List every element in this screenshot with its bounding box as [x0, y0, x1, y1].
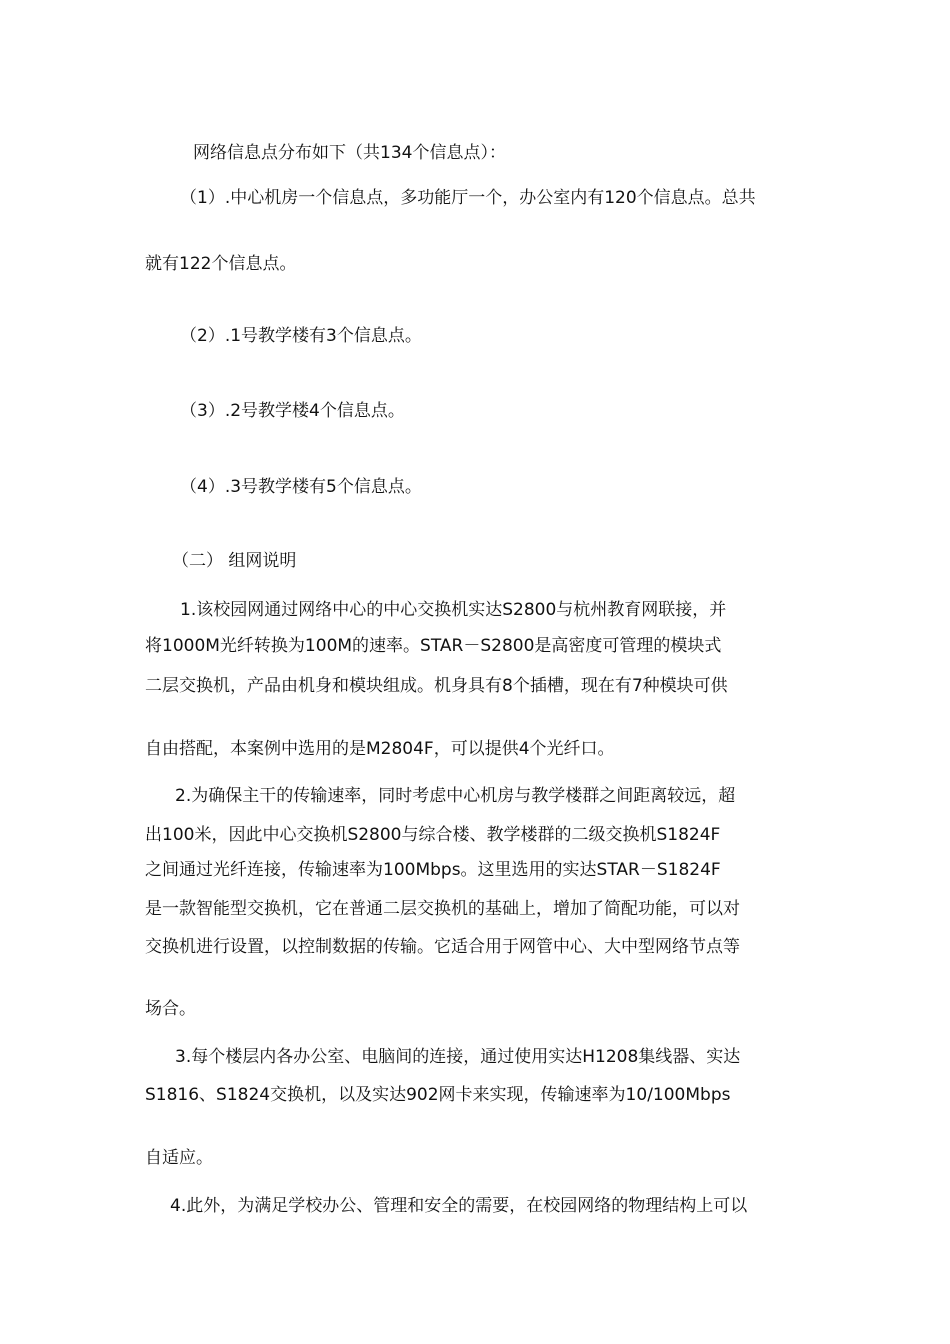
list-item-4: （4）.3号教学楼有5个信息点。 — [180, 477, 422, 497]
list-item-1-line-1: （1）.中心机房一个信息点，多功能厅一个，办公室内有120个信息点。总共 — [180, 188, 756, 208]
paragraph-3-line-1: 3.每个楼层内各办公室、电脑间的连接，通过使用实达H1208集线器、实达 — [175, 1047, 741, 1067]
paragraph-2-line-6: 场合。 — [145, 999, 196, 1019]
paragraph-3-line-2: S1816、S1824交换机，以及实达902网卡来实现，传输速率为10/100Mbps — [145, 1085, 731, 1105]
paragraph-3-line-3: 自适应。 — [145, 1148, 213, 1168]
paragraph-2-line-4: 是一款智能型交换机，它在普通二层交换机的基础上，增加了简配功能，可以对 — [145, 899, 740, 919]
paragraph-1-line-1: 1.该校园网通过网络中心的中心交换机实达S2800与杭州教育网联接，并 — [180, 600, 727, 620]
section-heading: （二） 组网说明 — [172, 551, 297, 571]
paragraph-4-line-1: 4.此外，为满足学校办公、管理和安全的需要，在校园网络的物理结构上可以 — [170, 1196, 748, 1216]
paragraph-2-line-1: 2.为确保主干的传输速率，同时考虑中心机房与教学楼群之间距离较远，超 — [175, 786, 736, 806]
paragraph-1-line-4: 自由搭配，本案例中选用的是M2804F，可以提供4个光纤口。 — [145, 739, 615, 759]
list-item-3: （3）.2号教学楼4个信息点。 — [180, 401, 405, 421]
list-item-2: （2）.1号教学楼有3个信息点。 — [180, 326, 422, 346]
paragraph-2-line-3: 之间通过光纤连接，传输速率为100Mbps。这里选用的实达STAR－S1824F — [145, 860, 721, 880]
paragraph-2-line-5: 交换机进行设置，以控制数据的传输。它适合用于网管中心、大中型网络节点等 — [145, 937, 740, 957]
intro-line: 网络信息点分布如下（共134个信息点）： — [193, 143, 506, 163]
list-item-1-line-2: 就有122个信息点。 — [145, 254, 297, 274]
paragraph-1-line-3: 二层交换机，产品由机身和模块组成。机身具有8个插槽，现在有7种模块可供 — [145, 676, 728, 696]
paragraph-2-line-2: 出100米，因此中心交换机S2800与综合楼、教学楼群的二级交换机S1824F — [145, 825, 721, 845]
paragraph-1-line-2: 将1000M光纤转换为100M的速率。STAR－S2800是高密度可管理的模块式 — [145, 636, 722, 656]
